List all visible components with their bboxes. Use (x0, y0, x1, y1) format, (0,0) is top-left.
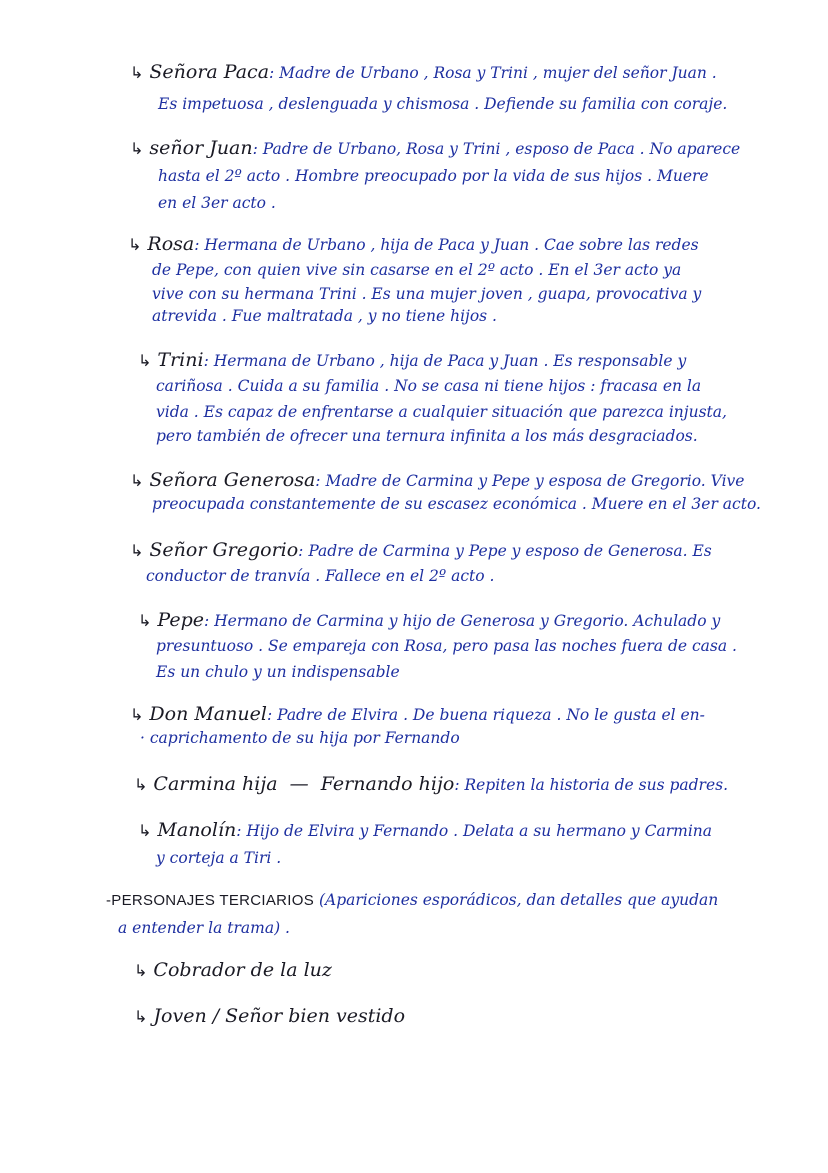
arrow-icon: ↳ (130, 471, 144, 490)
character-name: señor Juan (149, 137, 253, 159)
character-name: Señor Gregorio (149, 539, 299, 561)
entry-line (106, 890, 718, 911)
entry-line (130, 62, 717, 83)
arrow-icon: ↳ (138, 611, 152, 630)
character-description: : Padre de Elvira . De buena riqueza . No le gusta el en- (266, 706, 705, 724)
character-name: Pepe (157, 609, 204, 631)
character-description: : Madre de Carmina y Pepe y esposa de Gregorio. Vive (315, 472, 745, 490)
entry-line: conductor de tranvía . Fallece en el 2º acto . (146, 567, 495, 585)
entry-line: Es impetuosa , deslenguada y chismosa . Defiende su familia con coraje. (158, 95, 728, 113)
entry-line (130, 138, 740, 159)
arrow-icon: ↳ (134, 775, 148, 794)
entry-line: · caprichamento de su hija por Fernando (140, 729, 460, 747)
entry-line (130, 470, 744, 491)
character-name: Don Manuel (149, 703, 267, 725)
arrow-icon: ↳ (138, 351, 152, 370)
character-description: : Hermano de Carmina y hijo de Generosa y Gregorio. Achulado y (204, 612, 721, 630)
entry-line: cariñosa . Cuida a su familia . No se casa ni tiene hijos : fracasa en la (156, 377, 702, 395)
arrow-icon: ↳ (128, 235, 142, 254)
entry-line: y corteja a Tiri . (156, 849, 282, 867)
character-description: : Hijo de Elvira y Fernando . Delata a su hermano y Carmina (236, 822, 712, 840)
list-item (134, 960, 332, 981)
arrow-icon: ↳ (134, 1007, 148, 1026)
arrow-icon: ↳ (138, 821, 152, 840)
entry-line: a entender la trama) . (118, 919, 290, 937)
character-description: : Repiten la historia de sus padres. (454, 776, 728, 794)
character-name: Señora Generosa (149, 469, 316, 491)
character-description: : Hermana de Urbano , hija de Paca y Juan . Es responsable y (203, 352, 687, 370)
character-name: Carmina hija — Fernando hijo (153, 773, 455, 795)
entry-line (128, 234, 699, 255)
entry-line: presuntuoso . Se empareja con Rosa, pero pasa las noches fuera de casa . (156, 637, 737, 655)
list-item (134, 1006, 405, 1027)
entry-line: hasta el 2º acto . Hombre preocupado por la vida de sus hijos . Muere (158, 167, 709, 185)
character-description: : Padre de Urbano, Rosa y Trini , esposo de Paca . No aparece (252, 140, 741, 158)
entry-line (130, 704, 705, 725)
arrow-icon: ↳ (130, 139, 144, 158)
list-item-label: Joven / Señor bien vestido (153, 1005, 406, 1027)
entry-line (138, 820, 712, 841)
character-name: Trini (157, 349, 204, 371)
list-item-label: Cobrador de la luz (153, 959, 332, 981)
character-name: Manolín (157, 819, 237, 841)
character-name: Señora Paca (149, 61, 270, 83)
entry-line (138, 610, 720, 631)
entry-line: en el 3er acto . (158, 194, 276, 212)
character-description: : Madre de Urbano , Rosa y Trini , mujer del señor Juan . (269, 64, 717, 82)
arrow-icon: ↳ (130, 541, 144, 560)
entry-line: pero también de ofrecer una ternura infinita a los más desgraciados. (156, 427, 698, 445)
entry-line (130, 540, 712, 561)
arrow-icon: ↳ (134, 961, 148, 980)
entry-line: de Pepe, con quien vive sin casarse en el 2º acto . En el 3er acto ya (152, 261, 682, 279)
entry-line: preocupada constantemente de su escasez económica . Muere en el 3er acto. (152, 495, 761, 513)
entry-line: vida . Es capaz de enfrentarse a cualquier situación que parezca injusta, (156, 403, 727, 421)
entry-line: Es un chulo y un indispensable (156, 663, 400, 681)
character-name: Rosa (147, 233, 195, 255)
character-description: : Padre de Carmina y Pepe y esposo de Generosa. Es (298, 542, 712, 560)
arrow-icon: ↳ (130, 63, 144, 82)
entry-line: atrevida . Fue maltratada , y no tiene hijos . (152, 307, 497, 325)
entry-line (134, 774, 728, 795)
section-heading: -PERSONAJES TERCIARIOS (106, 892, 315, 909)
entry-line (138, 350, 686, 371)
entry-line: vive con su hermana Trini . Es una mujer joven , guapa, provocativa y (152, 285, 702, 303)
section-description: (Apariciones esporádicos, dan detalles que ayudan (318, 891, 719, 909)
arrow-icon: ↳ (130, 705, 144, 724)
character-description: : Hermana de Urbano , hija de Paca y Juan . Cae sobre las redes (194, 236, 699, 254)
